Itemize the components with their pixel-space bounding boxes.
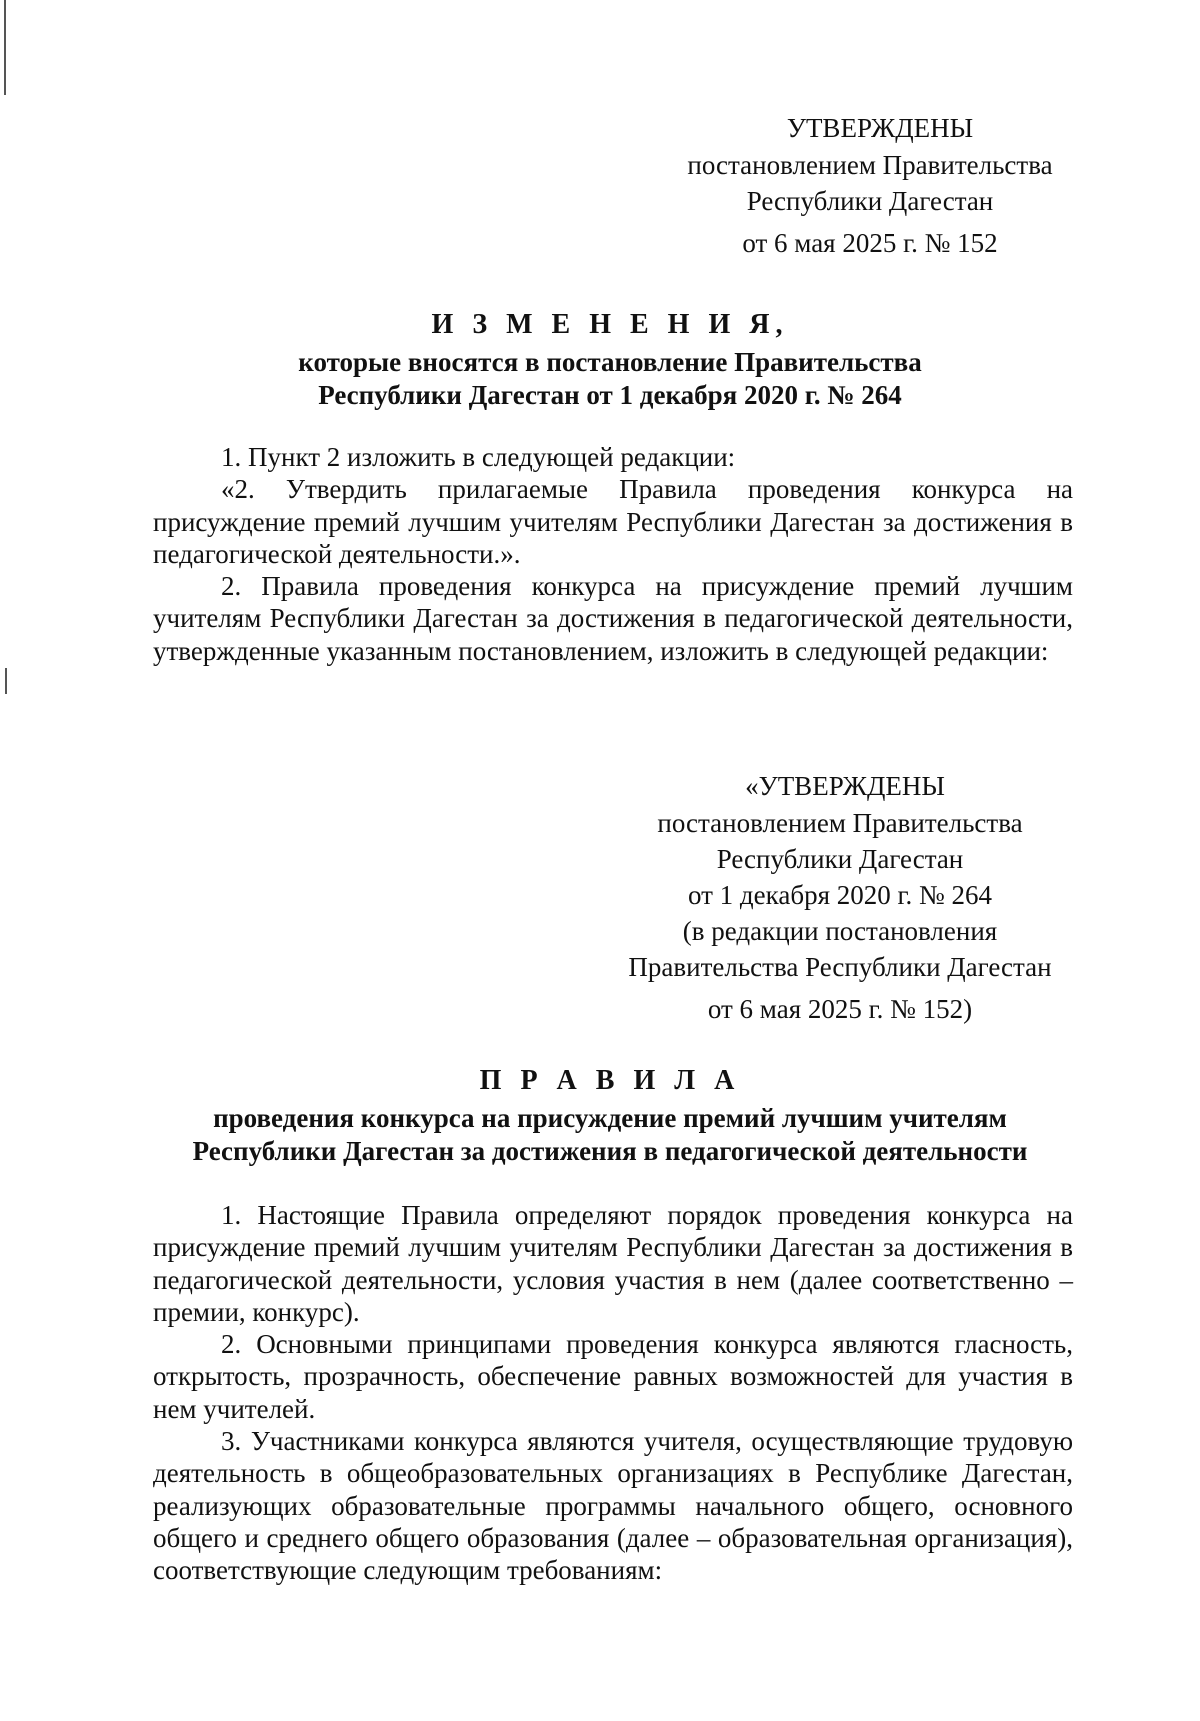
approval-quote-date: от 1 декабря 2020 г. № 264 (687, 880, 993, 910)
changes-heading (140, 308, 1080, 412)
rules-heading-subtitle: проведения конкурса на присуждение премий лучшим учителям (213, 1103, 1007, 1133)
changes-heading-title: И З М Е Н Е Н И Я, (431, 309, 789, 340)
approval-quote-authority: постановлением Правительства (657, 808, 1023, 838)
approval-quote-revision-date: от 6 мая 2025 г. № 152) (707, 994, 973, 1024)
approval-header (660, 110, 1080, 261)
approval-quote (600, 768, 1080, 1027)
scan-edge-mark (4, 0, 6, 95)
rules-heading-subtitle: Республики Дагестан за достижения в педагогической деятельности (192, 1136, 1028, 1166)
rules-paragraph: 2. Основными принципами проведения конкурса являются гласность, открытость, прозрачность, обеспечение равных возможностей для участия в нем учителей. (153, 1329, 1073, 1424)
approval-quote-title: «УТВЕРЖДЕНЫ (745, 771, 945, 801)
changes-heading-subtitle: Республики Дагестан от 1 декабря 2020 г. № 264 (318, 380, 902, 410)
rules-body (153, 1199, 1073, 1587)
approval-quote-revision: (в редакции постановления (682, 916, 998, 946)
approval-quote-region: Республики Дагестан (716, 844, 964, 874)
approval-header-authority: постановлением Правительства (687, 150, 1053, 180)
changes-paragraph: «2. Утвердить прилагаемые Правила проведения конкурса на присуждение премий лучшим учителям Республики Дагестан за достижения в педагогической деятельности.». (153, 474, 1073, 569)
approval-header-title: УТВЕРЖДЕНЫ (786, 113, 974, 143)
approval-header-region: Республики Дагестан (746, 186, 994, 216)
rules-heading-title: П Р А В И Л А (479, 1065, 741, 1096)
changes-heading-subtitle: которые вносятся в постановление Правительства (298, 347, 922, 377)
scan-edge-mark (5, 668, 7, 694)
approval-header-date: от 6 мая 2025 г. № 152 (742, 228, 998, 258)
approval-quote-revision: Правительства Республики Дагестан (628, 952, 1052, 982)
rules-paragraph: 3. Участниками конкурса являются учителя, осуществляющие трудовую деятельность в общеобразовательных организациях в Республике Дагестан, реализующих образовательные программы начального общего, основного общего и среднего общего образования (далее – образовательная организация), соответствующие следующим требованиям: (153, 1426, 1073, 1586)
changes-paragraph: 2. Правила проведения конкурса на присуждение премий лучшим учителям Республики Дагестан за достижения в педагогической деятельности, утвержденные указанным постановлением, изложить в следующей редакции: (153, 571, 1073, 666)
changes-paragraph: 1. Пункт 2 изложить в следующей редакции: (221, 442, 736, 472)
rules-heading (140, 1064, 1080, 1168)
changes-body (153, 441, 1073, 667)
rules-paragraph: 1. Настоящие Правила определяют порядок проведения конкурса на присуждение премий лучшим учителям Республики Дагестан за достижения в педагогической деятельности, условия участия в нем (далее соответственно – премии, конкурс). (153, 1200, 1073, 1327)
